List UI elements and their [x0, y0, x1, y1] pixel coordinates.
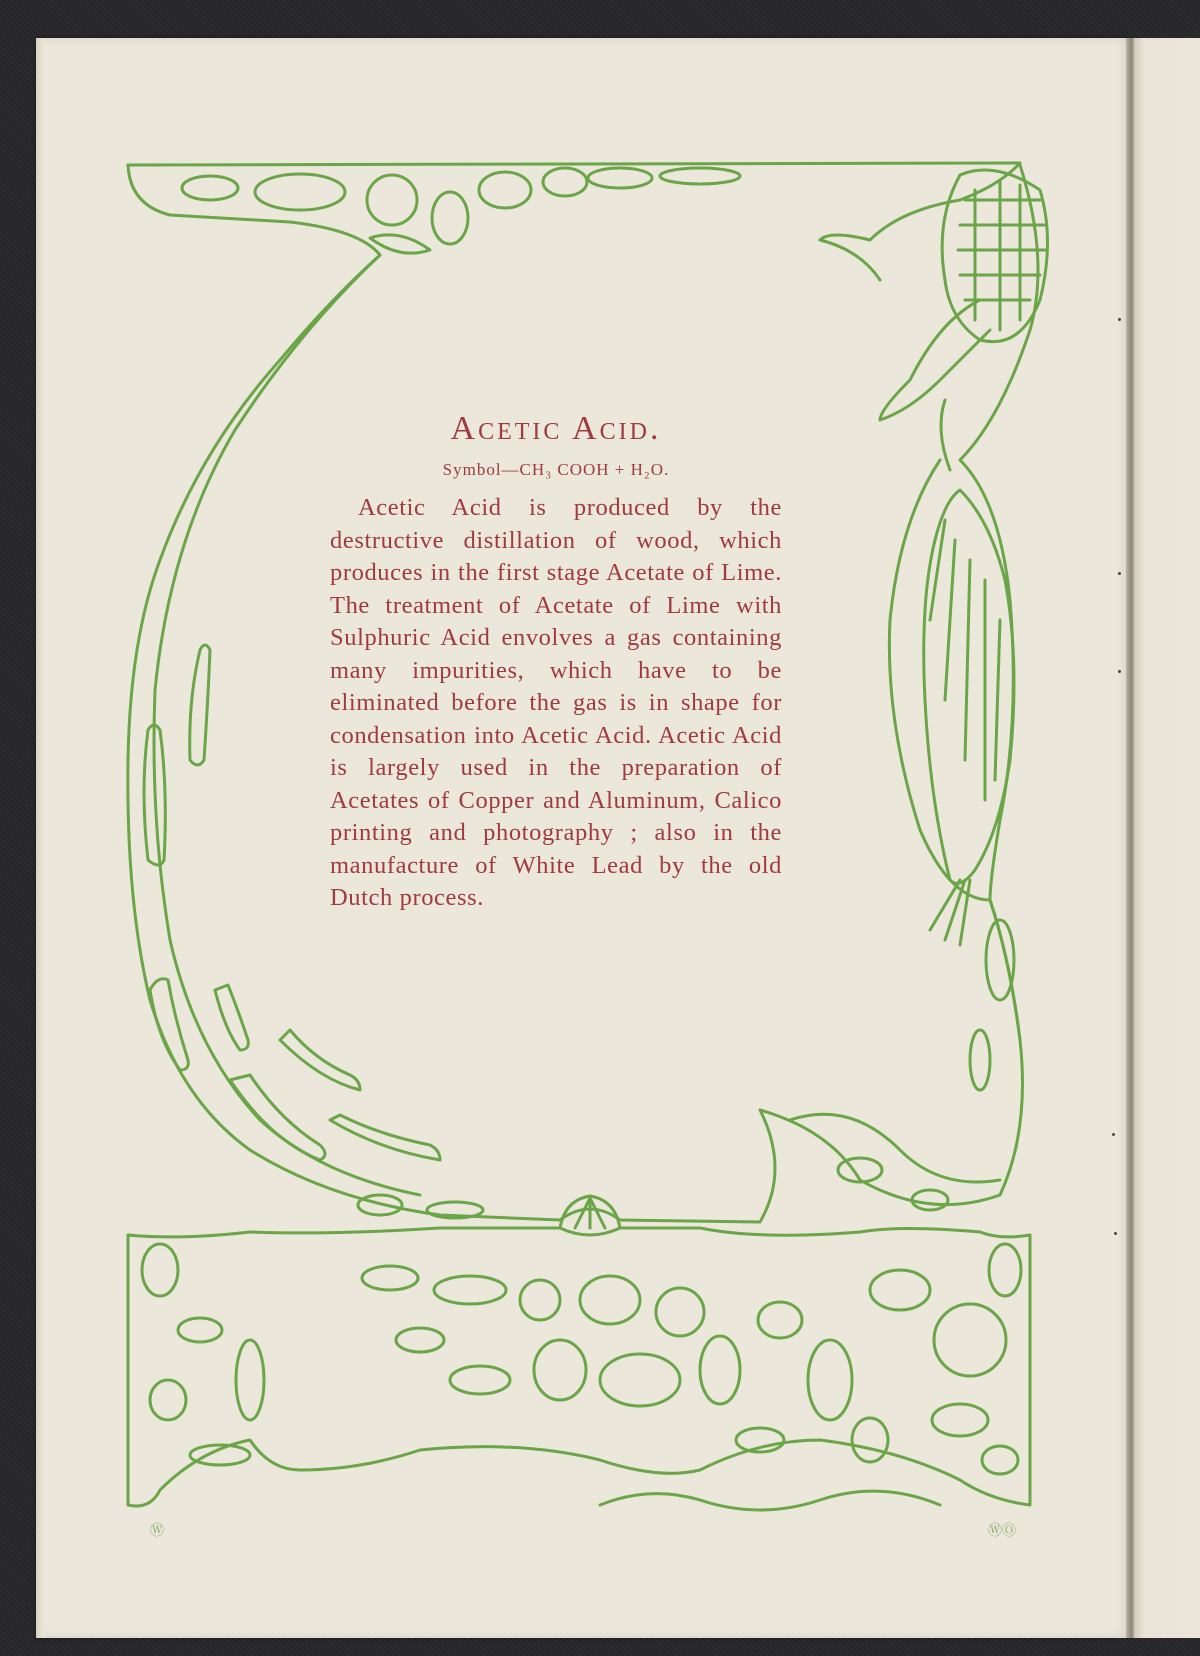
artist-monogram-right-icon: ⓌⓄ [988, 1523, 1016, 1539]
body-paragraph: Acetic Acid is produced by the destructive distillation of wood, which produces in the first stage Acetate of Lime. The treatment of Acetate of Lime with Sulphuric Acid envolves a gas containing many impurities, which have to be eliminated before the gas is in shape for condensation into Acetic Acid. Acetic Acid is largely used in the preparation of Acetates of Copper and Aluminum, Calico printing and photography ; also in the manufacture of White Lead by the old Dutch process. [330, 494, 782, 911]
text-block [330, 410, 782, 915]
bird-icon [880, 170, 1048, 945]
artist-monogram-left-icon: Ⓦ [150, 1523, 164, 1539]
page-title: Acetic Acid. [450, 410, 662, 447]
chemical-symbol: Symbol—CH₃ COOH + H₂O. [442, 460, 670, 479]
